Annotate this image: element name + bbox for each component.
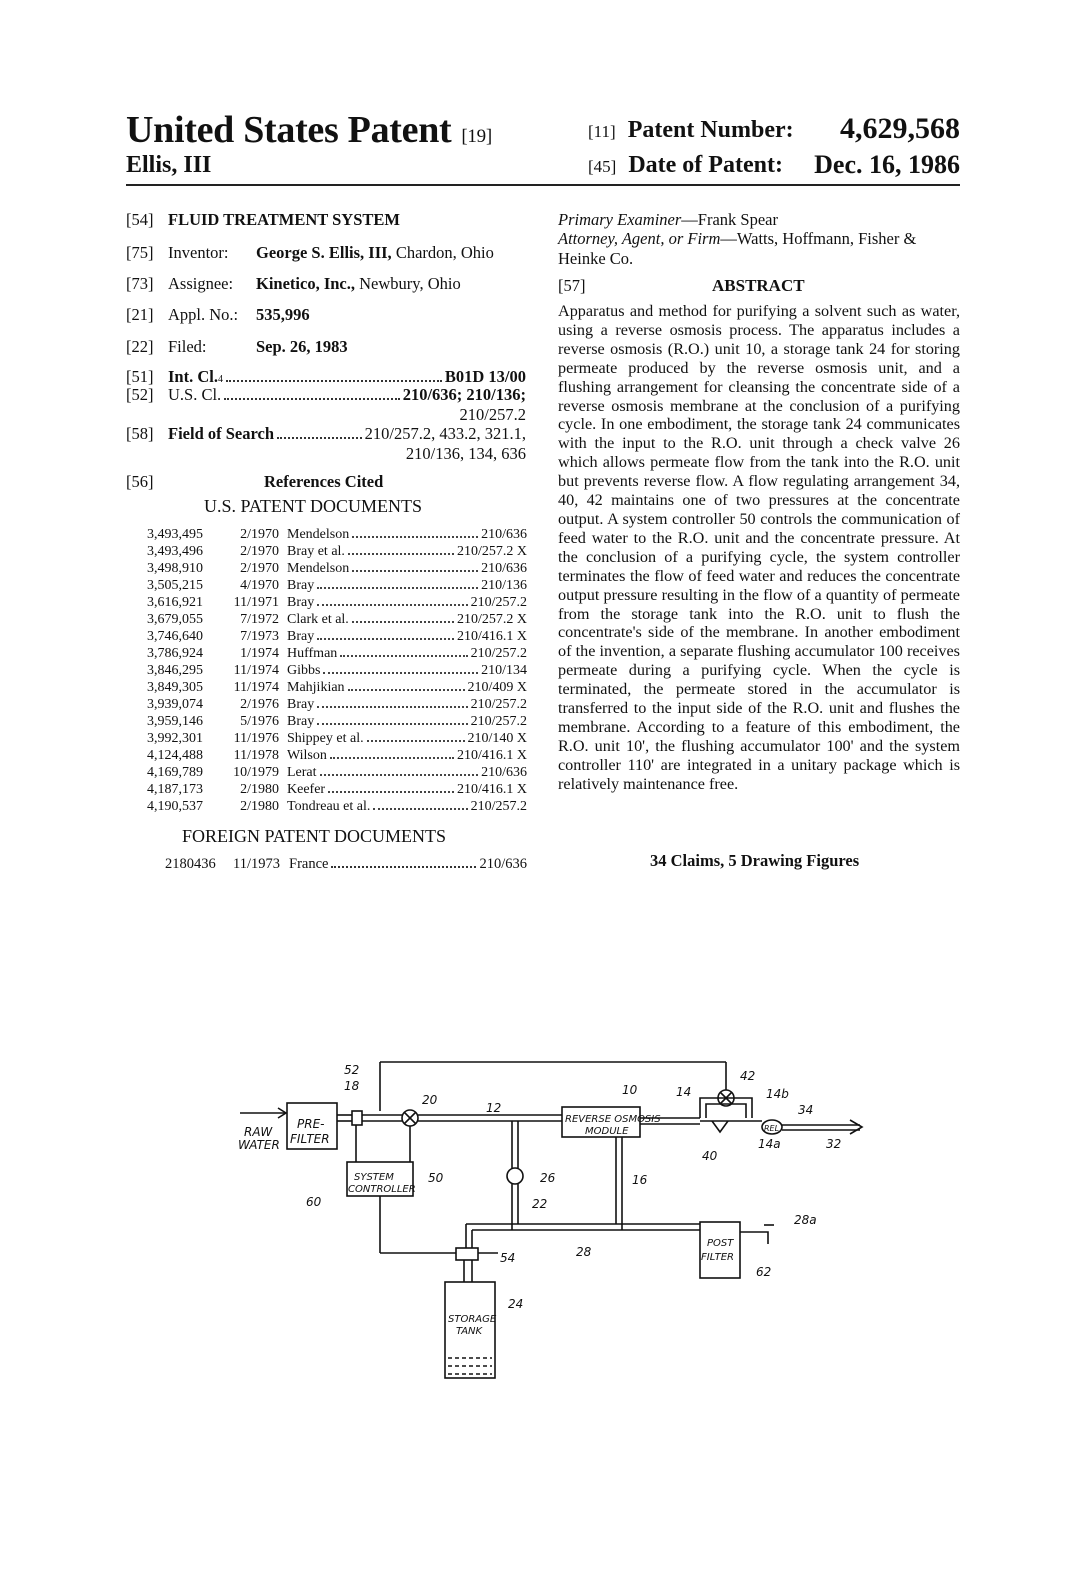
claims-summary: 34 Claims, 5 Drawing Figures [650,851,860,870]
reference-date: 11/1974 [233,680,279,695]
reference-number: 3,992,301 [147,731,203,746]
dot-leader [340,655,467,657]
reference-class: 210/416.1 X [457,748,527,763]
reference-name: Bray [287,578,315,593]
check-valve-40 [712,1121,728,1132]
dot-leader [317,638,454,640]
inventor-short: Ellis, III [126,152,212,178]
refs-code: [56] [126,472,154,491]
dot-leader [328,791,454,793]
reference-class: 210/134 [481,663,527,678]
attorney: Attorney, Agent, or Firm—Watts, Hoffmann, Fisher & Heinke Co. [558,229,917,268]
outlet-arrow [850,1120,862,1134]
reference-number: 3,493,496 [147,544,203,559]
reference-date: 1/1974 [240,646,279,661]
reference-name: Bray [287,714,315,729]
ref-54: 54 [500,1251,516,1265]
abstract-code: [57] [558,276,586,295]
reference-row [147,680,527,697]
reference-number: 3,849,305 [147,680,203,695]
ref-14b: 14b [766,1087,789,1101]
uscl-field: [52] U.S. Cl. 210/636; 210/136; 210/257.2 [126,385,526,424]
reference-class: 210/636 [481,765,527,780]
ref-20: 20 [422,1093,438,1107]
reference-row [147,612,527,629]
reference-date: 5/1976 [240,714,279,729]
ref-24: 24 [508,1297,524,1311]
check-valve-26 [507,1168,523,1184]
field-of-search: [58] Field of Search 210/257.2, 433.2, 321.1, 210/136, 134, 636 [126,424,526,463]
reference-date: 2/1980 [240,799,279,814]
reference-class: 210/416.1 X [457,782,527,797]
patent-number: 4,629,568 [840,112,960,145]
reference-number: 3,746,640 [147,629,203,644]
reference-row [147,765,527,782]
dot-leader [352,621,454,623]
label-pre: PRE- [297,1117,325,1131]
reference-class: 210/636 [481,527,527,542]
tee-54 [456,1248,478,1260]
ref-34: 34 [798,1103,814,1117]
date-label: [45] Date of Patent: [588,152,783,178]
dot-leader [352,536,478,538]
reference-name: Tondreau et al. [287,799,371,814]
references-title: References Cited [264,472,384,491]
reference-name: Bray [287,595,315,610]
reference-date: 11/1971 [233,595,279,610]
ref-52: 52 [344,1063,360,1077]
post-filter-box [700,1222,740,1278]
reference-number: 3,786,924 [147,646,203,661]
ref-26: 26 [540,1171,556,1185]
reference-number: 3,498,910 [147,561,203,576]
ref-22: 22 [532,1197,548,1211]
reference-date: 11/1974 [233,663,279,678]
reference-number: 3,959,146 [147,714,203,729]
reference-class: 210/257.2 [470,595,527,610]
title-code: [19] [461,126,492,147]
ref-32: 32 [826,1137,842,1151]
ref-42: 42 [740,1069,756,1083]
examiner: Primary Examiner—Frank Spear [558,210,778,229]
reference-name: Mendelson [287,527,350,542]
ref-50: 50 [428,1171,444,1185]
reference-name: Mendelson [287,561,350,576]
dot-leader [352,570,478,572]
bypass-14b [700,1098,752,1118]
reference-number: 4,190,537 [147,799,203,814]
ref-62: 62 [756,1265,772,1279]
dot-leader [323,672,478,674]
dot-leader [373,808,467,810]
reference-date: 10/1979 [233,765,279,780]
reference-row [147,731,527,748]
intcl-field: [51] Int. Cl. 4 B01D 13/00 [126,367,526,386]
reference-class: 210/416.1 X [457,629,527,644]
reference-name: Bray [287,629,315,644]
reference-number: 4,124,488 [147,748,203,763]
faucet-28a [740,1232,768,1244]
inventor-field: [75] Inventor: George S. Ellis, III, Chardon, Ohio [126,243,494,262]
label-water: WATER [238,1138,280,1152]
dot-leader [330,757,454,759]
reference-class: 210/636 [481,561,527,576]
reference-row [147,663,527,680]
reference-number: 4,169,789 [147,765,203,780]
appl-field: [21] Appl. No.: 535,996 [126,305,310,324]
reference-date: 7/1973 [240,629,279,644]
reference-name: Clark et al. [287,612,349,627]
reference-class: 210/257.2 [470,646,527,661]
document-title: United States Patent [19] [126,109,492,151]
reference-name: Bray et al. [287,544,345,559]
reference-date: 2/1970 [240,561,279,576]
title-field: [54] FLUID TREATMENT SYSTEM [126,210,400,229]
reference-row [147,561,527,578]
us-patents-title: U.S. PATENT DOCUMENTS [204,496,423,516]
us-references-table [147,527,527,816]
reference-row [147,578,527,595]
abstract-title: ABSTRACT [712,276,805,295]
reference-number: 3,493,495 [147,527,203,542]
reference-row [147,595,527,612]
foreign-patents-title: FOREIGN PATENT DOCUMENTS [182,826,447,846]
dot-leader [320,774,479,776]
reference-class: 210/257.2 X [457,612,527,627]
label-rel: REL [764,1124,780,1133]
label-module: MODULE [585,1126,629,1137]
ref-28: 28 [576,1245,592,1259]
reference-row [147,748,527,765]
reference-row [147,527,527,544]
patent-number-label: [11] Patent Number: [588,117,794,143]
reference-row [147,714,527,731]
reference-row [147,782,527,799]
reference-date: 4/1970 [240,578,279,593]
reference-row [147,629,527,646]
ref-14a: 14a [758,1137,781,1151]
reference-name: Gibbs [287,663,321,678]
label-filter: FILTER [290,1132,330,1146]
ref-14: 14 [676,1085,692,1099]
reference-class: 210/257.2 X [457,544,527,559]
reference-date: 2/1980 [240,782,279,797]
reference-name: Huffman [287,646,338,661]
reference-number: 3,616,921 [147,595,203,610]
reference-name: Shippey et al. [287,731,364,746]
reference-date: 2/1970 [240,544,279,559]
label-system: SYSTEM [354,1172,394,1183]
ref-18: 18 [344,1079,360,1093]
patent-date: Dec. 16, 1986 [814,150,960,179]
reference-name: Lerat [287,765,317,780]
reference-class: 210/136 [481,578,527,593]
reference-number: 3,679,055 [147,612,203,627]
reference-class: 210/257.2 [470,714,527,729]
reference-class: 210/409 X [467,680,527,695]
ref-10: 10 [622,1083,638,1097]
reference-class: 210/140 X [467,731,527,746]
reference-date: 7/1972 [240,612,279,627]
ref-16: 16 [632,1173,648,1187]
ref-12: 12 [486,1101,502,1115]
reference-date: 2/1976 [240,697,279,712]
reference-date: 2/1970 [240,527,279,542]
filed-field: [22] Filed: Sep. 26, 1983 [126,337,348,356]
reference-number: 3,846,295 [147,663,203,678]
dot-leader [317,604,467,606]
reference-date: 11/1976 [233,731,279,746]
reference-name: Keefer [287,782,326,797]
reference-row [147,799,527,816]
reference-row [147,697,527,714]
assignee-field: [73] Assignee: Kinetico, Inc., Newbury, Ohio [126,274,461,293]
abstract-text: Apparatus and method for purifying a solvent such as water, using a reverse osmosis process. The apparatus includes a reverse osmosis (R.O.) unit 10, a storage tank 24 for storing permeate produced by the reverse osmosis unit, and a flushing arrangement for cleansing the concentrate side of a reverse osmosis membrane at the conclusion of a purifying cycle. In one embodiment, the storage tank 24 communicates with the input to the R.O. unit through a check valve 26 which allows permeate flow from the tank into the R.O. unit but prevents reverse flow. A flow regulating arrangement 34, 40, 42 maintains one of two pressures at the concentrate output. A system controller 50 controls the communication of feed water to the R.O. unit and the concentrate pressure. At the conclusion of a purifying cycle, the system controller terminates the flow of feed water and reduces the concentrate output pressure resulting in the flow of a quantity of permeate from the storage tank into the R.O. unit to flush the concentrate's side of the membrane. In another embodiment of the invention, a separate flushing accumulator 100 receives permeate during a purifying cycle. When the cycle is terminated, the permeate stored in the accumulator is transferred to the input side of the R.O. unit and flushes the membrane. According to a feature of this embodiment, the R.O. unit 10', the flushing accumulator 100' and the system controller 110' are integrated in a unitary package which is relatively maintenance free. [558,302,960,793]
label-post-filter: FILTER [701,1252,734,1263]
reference-row [147,544,527,561]
reference-date: 11/1978 [233,748,279,763]
label-post: POST [707,1238,734,1249]
label-reverse-osmosis: REVERSE OSMOSIS [565,1114,661,1125]
reference-class: 210/257.2 [470,799,527,814]
label-raw: RAW [244,1125,273,1139]
dot-leader [367,740,465,742]
header-rule [126,184,960,186]
reference-number: 3,939,074 [147,697,203,712]
reference-class: 210/257.2 [470,697,527,712]
ref-60: 60 [306,1195,322,1209]
reference-name: Bray [287,697,315,712]
valve-52-box [352,1111,362,1125]
label-tank: TANK [456,1326,483,1337]
dot-leader [317,723,467,725]
reference-name: Mahjikian [287,680,345,695]
reference-number: 4,187,173 [147,782,203,797]
system-diagram [230,1055,880,1395]
ref-40: 40 [702,1149,718,1163]
reference-number: 3,505,215 [147,578,203,593]
dot-leader [348,689,465,691]
dot-leader [317,706,467,708]
reference-name: Wilson [287,748,327,763]
label-storage: STORAGE [448,1314,497,1325]
reference-row [147,646,527,663]
dot-leader [317,587,478,589]
foreign-reference-row: 2180436 11/1973 France 210/636 [165,856,527,872]
label-controller: CONTROLLER [348,1184,416,1195]
dot-leader [348,553,454,555]
ref-28a: 28a [794,1213,817,1227]
